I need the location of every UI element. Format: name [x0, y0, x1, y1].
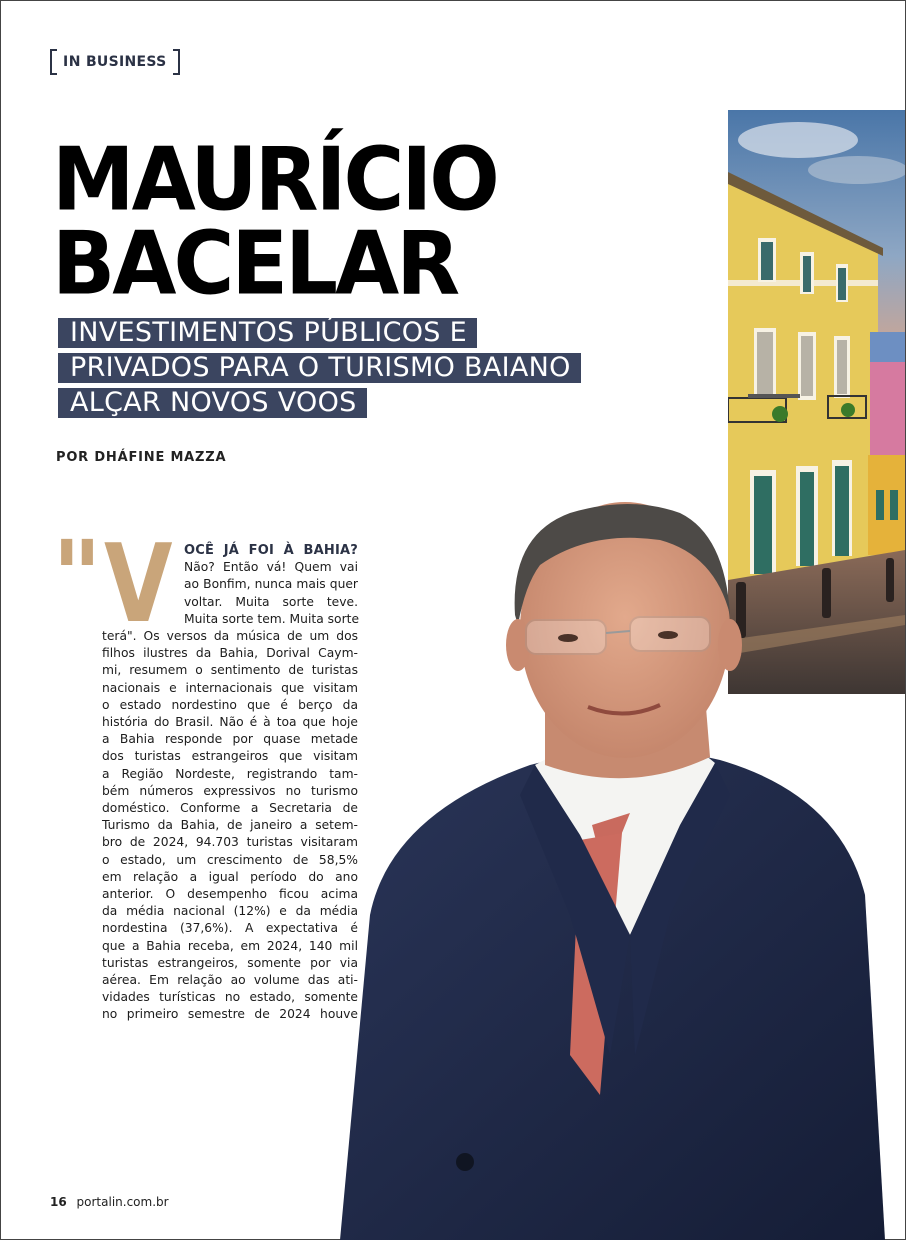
article-line: aérea. Em relação ao volume das ati- — [102, 973, 358, 988]
portrait-illustration — [330, 495, 900, 1240]
subtitle-line-2: PRIVADOS PARA O TURISMO BAIANO — [58, 353, 581, 383]
article-line: a Região Nordeste, registrando tam- — [102, 766, 358, 781]
section-tag-bold: IN — [63, 54, 81, 70]
article-line: mi, resumem o sentimento de turistas — [102, 663, 358, 678]
article-line: em relação a igual período do ano — [102, 869, 358, 884]
article-line: anterior. O desempenho ficou acima — [102, 887, 358, 902]
article-lead: OCÊ JÁ FOI À BAHIA? — [184, 543, 358, 558]
article-line: vidades turísticas no estado, somente — [102, 990, 358, 1005]
article-line: a Bahia responde por quase metade — [102, 732, 358, 747]
drop-cap: V — [104, 522, 173, 647]
headline-line-2: BACELAR — [52, 212, 458, 315]
subtitle — [58, 318, 638, 423]
section-tag-label: BUSINESS — [85, 54, 167, 70]
bracket-left — [50, 49, 57, 75]
article-line: Não? Então vá! Quem vai — [184, 560, 358, 575]
article-line: história do Brasil. Não é à toa que hoje — [102, 715, 358, 730]
article-line: bém números expressivos no turismo — [102, 783, 358, 798]
portrait-photo — [330, 495, 900, 1240]
article-line: o estado, um crescimento de 58,5% — [102, 852, 358, 867]
article-line: nacionais e internacionais que visitam — [102, 680, 358, 695]
article-line: que a Bahia receba, em 2024, 140 mil — [102, 938, 358, 953]
quote-mark: " — [52, 520, 93, 632]
article-line: ao Bonfim, nunca mais quer — [184, 577, 358, 592]
page-number: 16 — [50, 1195, 67, 1209]
article-body — [102, 542, 358, 1024]
article-line: o estado nordestino que é berço da — [102, 697, 358, 712]
subtitle-line-1: INVESTIMENTOS PÚBLICOS E — [58, 318, 477, 348]
article-line: Turismo da Bahia, de janeiro a setem- — [102, 818, 358, 833]
article-line: bro de 2024, 94.703 turistas visitaram — [102, 835, 358, 850]
article-line: no primeiro semestre de 2024 houve — [102, 1007, 358, 1022]
article-line: filhos ilustres da Bahia, Dorival Caym- — [102, 646, 358, 661]
article-line: nordestina (37,6%). A expectativa é — [102, 921, 358, 936]
article-line: da média nacional (12%) e da média — [102, 904, 358, 919]
subtitle-line-3: ALÇAR NOVOS VOOS — [58, 388, 367, 418]
byline: POR DHÁFINE MAZZA — [56, 450, 227, 465]
footer-site-link[interactable]: portalin.com.br — [76, 1195, 169, 1209]
bracket-right — [173, 49, 180, 75]
article-line: voltar. Muita sorte teve. — [184, 594, 358, 609]
article-line: terá". Os versos da música de um dos — [102, 629, 358, 644]
article-line: dos turistas estrangeiros que visitam — [102, 749, 358, 764]
headline-line-1: MAURÍCIO — [52, 128, 497, 231]
headline — [52, 128, 652, 315]
article-line: turistas estrangeiros, somente por via — [102, 955, 358, 970]
section-tag — [50, 50, 180, 74]
article-line: Muita sorte tem. Muita sorte — [184, 611, 360, 626]
page-footer — [50, 1195, 169, 1209]
article-line: doméstico. Conforme a Secretaria de — [102, 801, 358, 816]
